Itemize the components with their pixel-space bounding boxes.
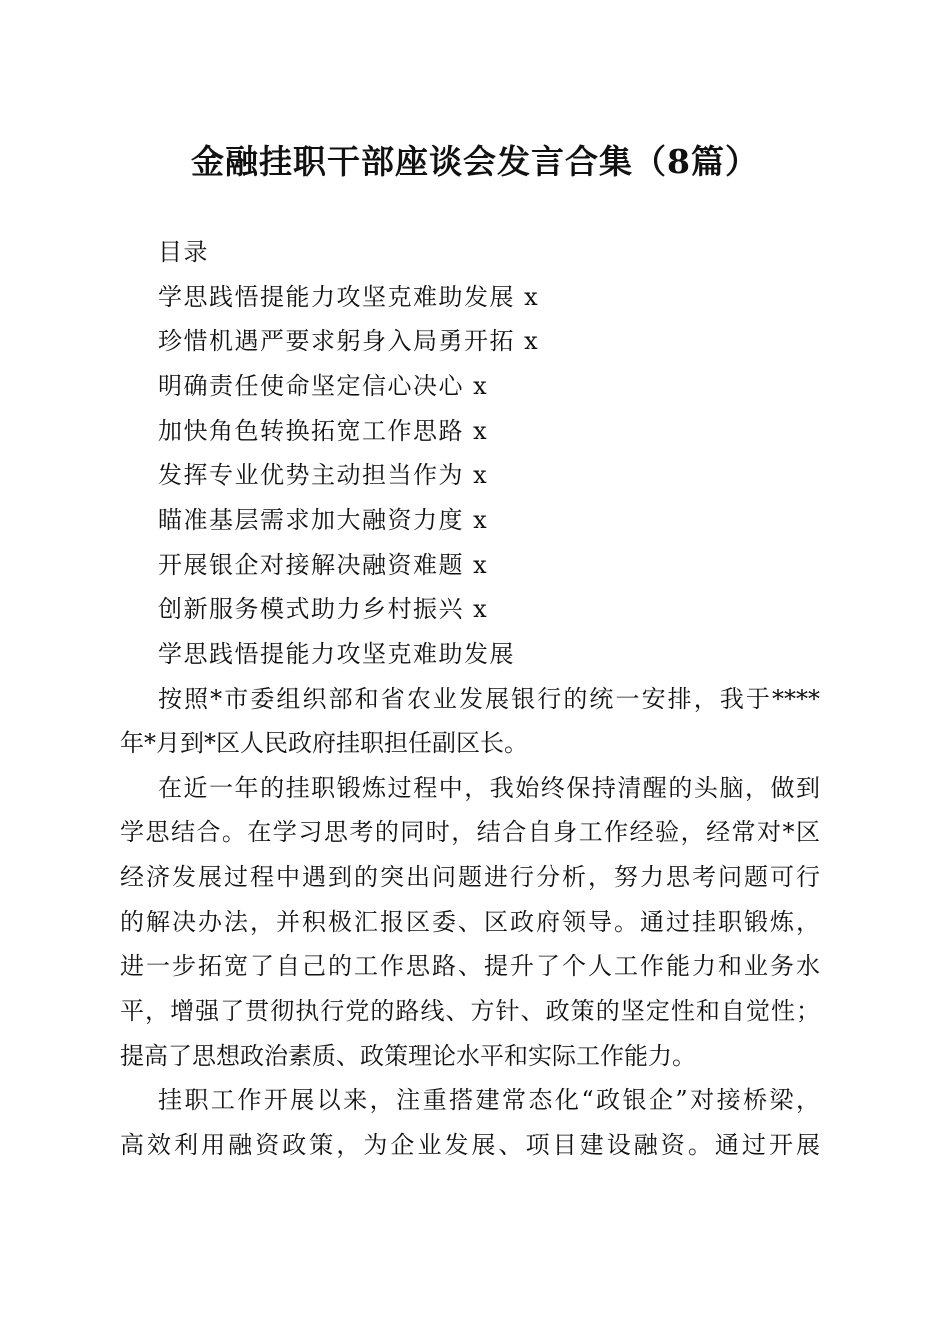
paragraph-line: 经济发展过程中遇到的突出问题进行分析，努力思考问题可行 <box>120 863 820 892</box>
paragraph-line: 在近一年的挂职锻炼过程中，我始终保持清醒的头脑，做到 <box>158 773 820 802</box>
toc-item: 珍惜机遇严要求躬身入局勇开拓 x <box>158 327 540 356</box>
toc-heading: 目录 <box>158 238 209 266</box>
section-heading: 学思践悟提能力攻坚克难助发展 <box>158 639 515 668</box>
paragraph-line: 学思结合。在学习思考的同时，结合自身工作经验，经常对*区 <box>120 818 820 847</box>
toc-item: 瞄准基层需求加大融资力度 x <box>158 505 489 534</box>
paragraph-line: 进一步拓宽了自己的工作思路、提升了个人工作能力和业务水 <box>120 952 820 981</box>
paragraph-line: 的解决办法，并积极汇报区委、区政府领导。通过挂职锻炼， <box>120 907 820 936</box>
paragraph-line: 年*月到*区人民政府挂职担任副区长。 <box>120 729 528 758</box>
toc-item: 发挥专业优势主动担当作为 x <box>158 461 489 490</box>
toc-item: 加快角色转换拓宽工作思路 x <box>158 416 489 445</box>
paragraph-line: 挂职工作开展以来，注重搭建常态化“政银企”对接桥梁， <box>158 1086 820 1115</box>
paragraph-line: 按照*市委组织部和省农业发展银行的统一安排，我于**** <box>158 684 820 713</box>
paragraph <box>120 677 820 766</box>
document-title: 金融挂职干部座谈会发言合集（8篇） <box>191 142 759 181</box>
paragraph-line: 高效利用融资政策，为企业发展、项目建设融资。通过开展 <box>120 1130 820 1159</box>
paragraph <box>120 766 820 1078</box>
paragraph <box>120 1078 820 1167</box>
document-body <box>120 230 820 1168</box>
toc-item: 创新服务模式助力乡村振兴 x <box>158 595 489 624</box>
paragraph-line: 提高了思想政治素质、政策理论水平和实际工作能力。 <box>120 1041 696 1070</box>
toc-item: 明确责任使命坚定信心决心 x <box>158 371 489 400</box>
paragraph-line: 平，增强了贯彻执行党的路线、方针、政策的坚定性和自觉性； <box>120 997 820 1026</box>
toc-item: 开展银企对接解决融资难题 x <box>158 550 489 579</box>
toc-item: 学思践悟提能力攻坚克难助发展 x <box>158 282 540 311</box>
